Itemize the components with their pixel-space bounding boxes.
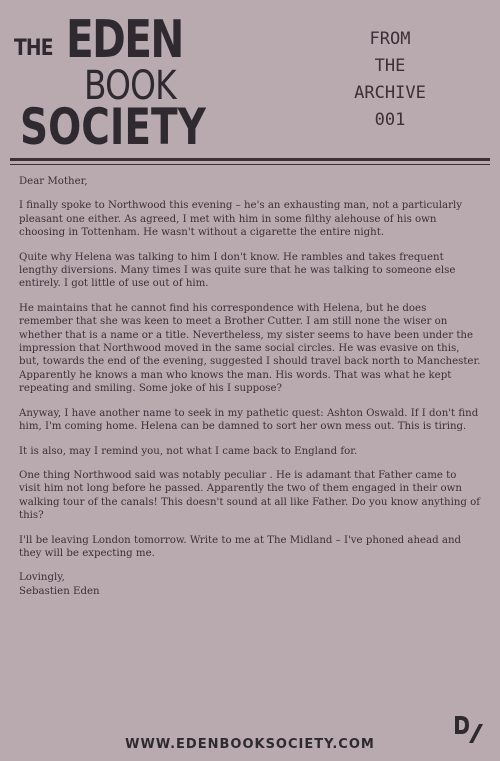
letter-paragraph: I'll be leaving London tomorrow. Write to me at The Midland – I've phoned ahead and they will be expecting me. [19,534,462,559]
letter-paragraph: Anyway, I have another name to seek in my pathetic quest: Ashton Oswald. If I don't find him, I'm coming home. Helena can be damned to sort her own mess out. This is tiring. [19,407,479,433]
logo-society: SOCIETY [20,98,206,156]
d-slash-logo-icon [452,712,486,746]
eden-book-society-logo [14,10,254,156]
letter-paragraph: I finally spoke to Northwood this evening – he's an exhausting man, not a particularly pleasant one either. As agreed, I met with him in some filthy alehouse of his own choosing in Tottenham. He wasn't without a cigarette the entire night. [19,200,462,239]
letter-body [19,175,481,598]
divider-thick-line [10,158,490,161]
letter-paragraph: Quite why Helena was talking to him I don't know. He rambles and takes frequent lengthy diversions. Many times I was quite sure that he was talking to someone else entirely. I got little of use out of him. [19,251,456,290]
letter-signoff: Lovingly, [19,572,65,584]
letter-paragraph: It is also, may I remind you, not what I came back to England for. [19,445,358,457]
divider-thin-line [10,164,490,165]
archive-label [320,26,460,134]
archive-line-2: THE [374,56,406,76]
letter-signature: Sebastien Eden [19,585,100,597]
header-divider [10,158,490,165]
logo-the: THE [14,36,53,61]
logo-eden: EDEN [66,10,183,70]
letter-paragraph: He maintains that he cannot find his correspondence with Helena, but he does remember that she was keen to meet a Brother Cutter. I am still none the wiser on whether that is a name or a title. Nevertheless, my sister seems to have been under the impression that Northwood moved in the same social circles. He was evasive on this, but, towards the end of the evening, suggested I should travel back north to Manchester. Apparently he knows a man who knows the man. His words. That was what he kept repeating and smiling. Some joke of his I suppose? [19,302,481,395]
letter-paragraph: One thing Northwood said was notably peculiar . He is adamant that Father came to visit him not long before he passed. Apparently the two of them engaged in their own walking tour of the canals! This doesn't sound at all like Father. Do you know anything of this? [19,469,481,522]
letter-greeting: Dear Mother, [19,176,88,187]
archive-number: 001 [374,110,406,130]
archive-line-1: FROM [369,29,411,49]
archive-line-3: ARCHIVE [354,83,426,103]
logo-book: BOOK [84,63,176,109]
website-url: WWW.EDENBOOKSOCIETY.COM [125,737,375,752]
